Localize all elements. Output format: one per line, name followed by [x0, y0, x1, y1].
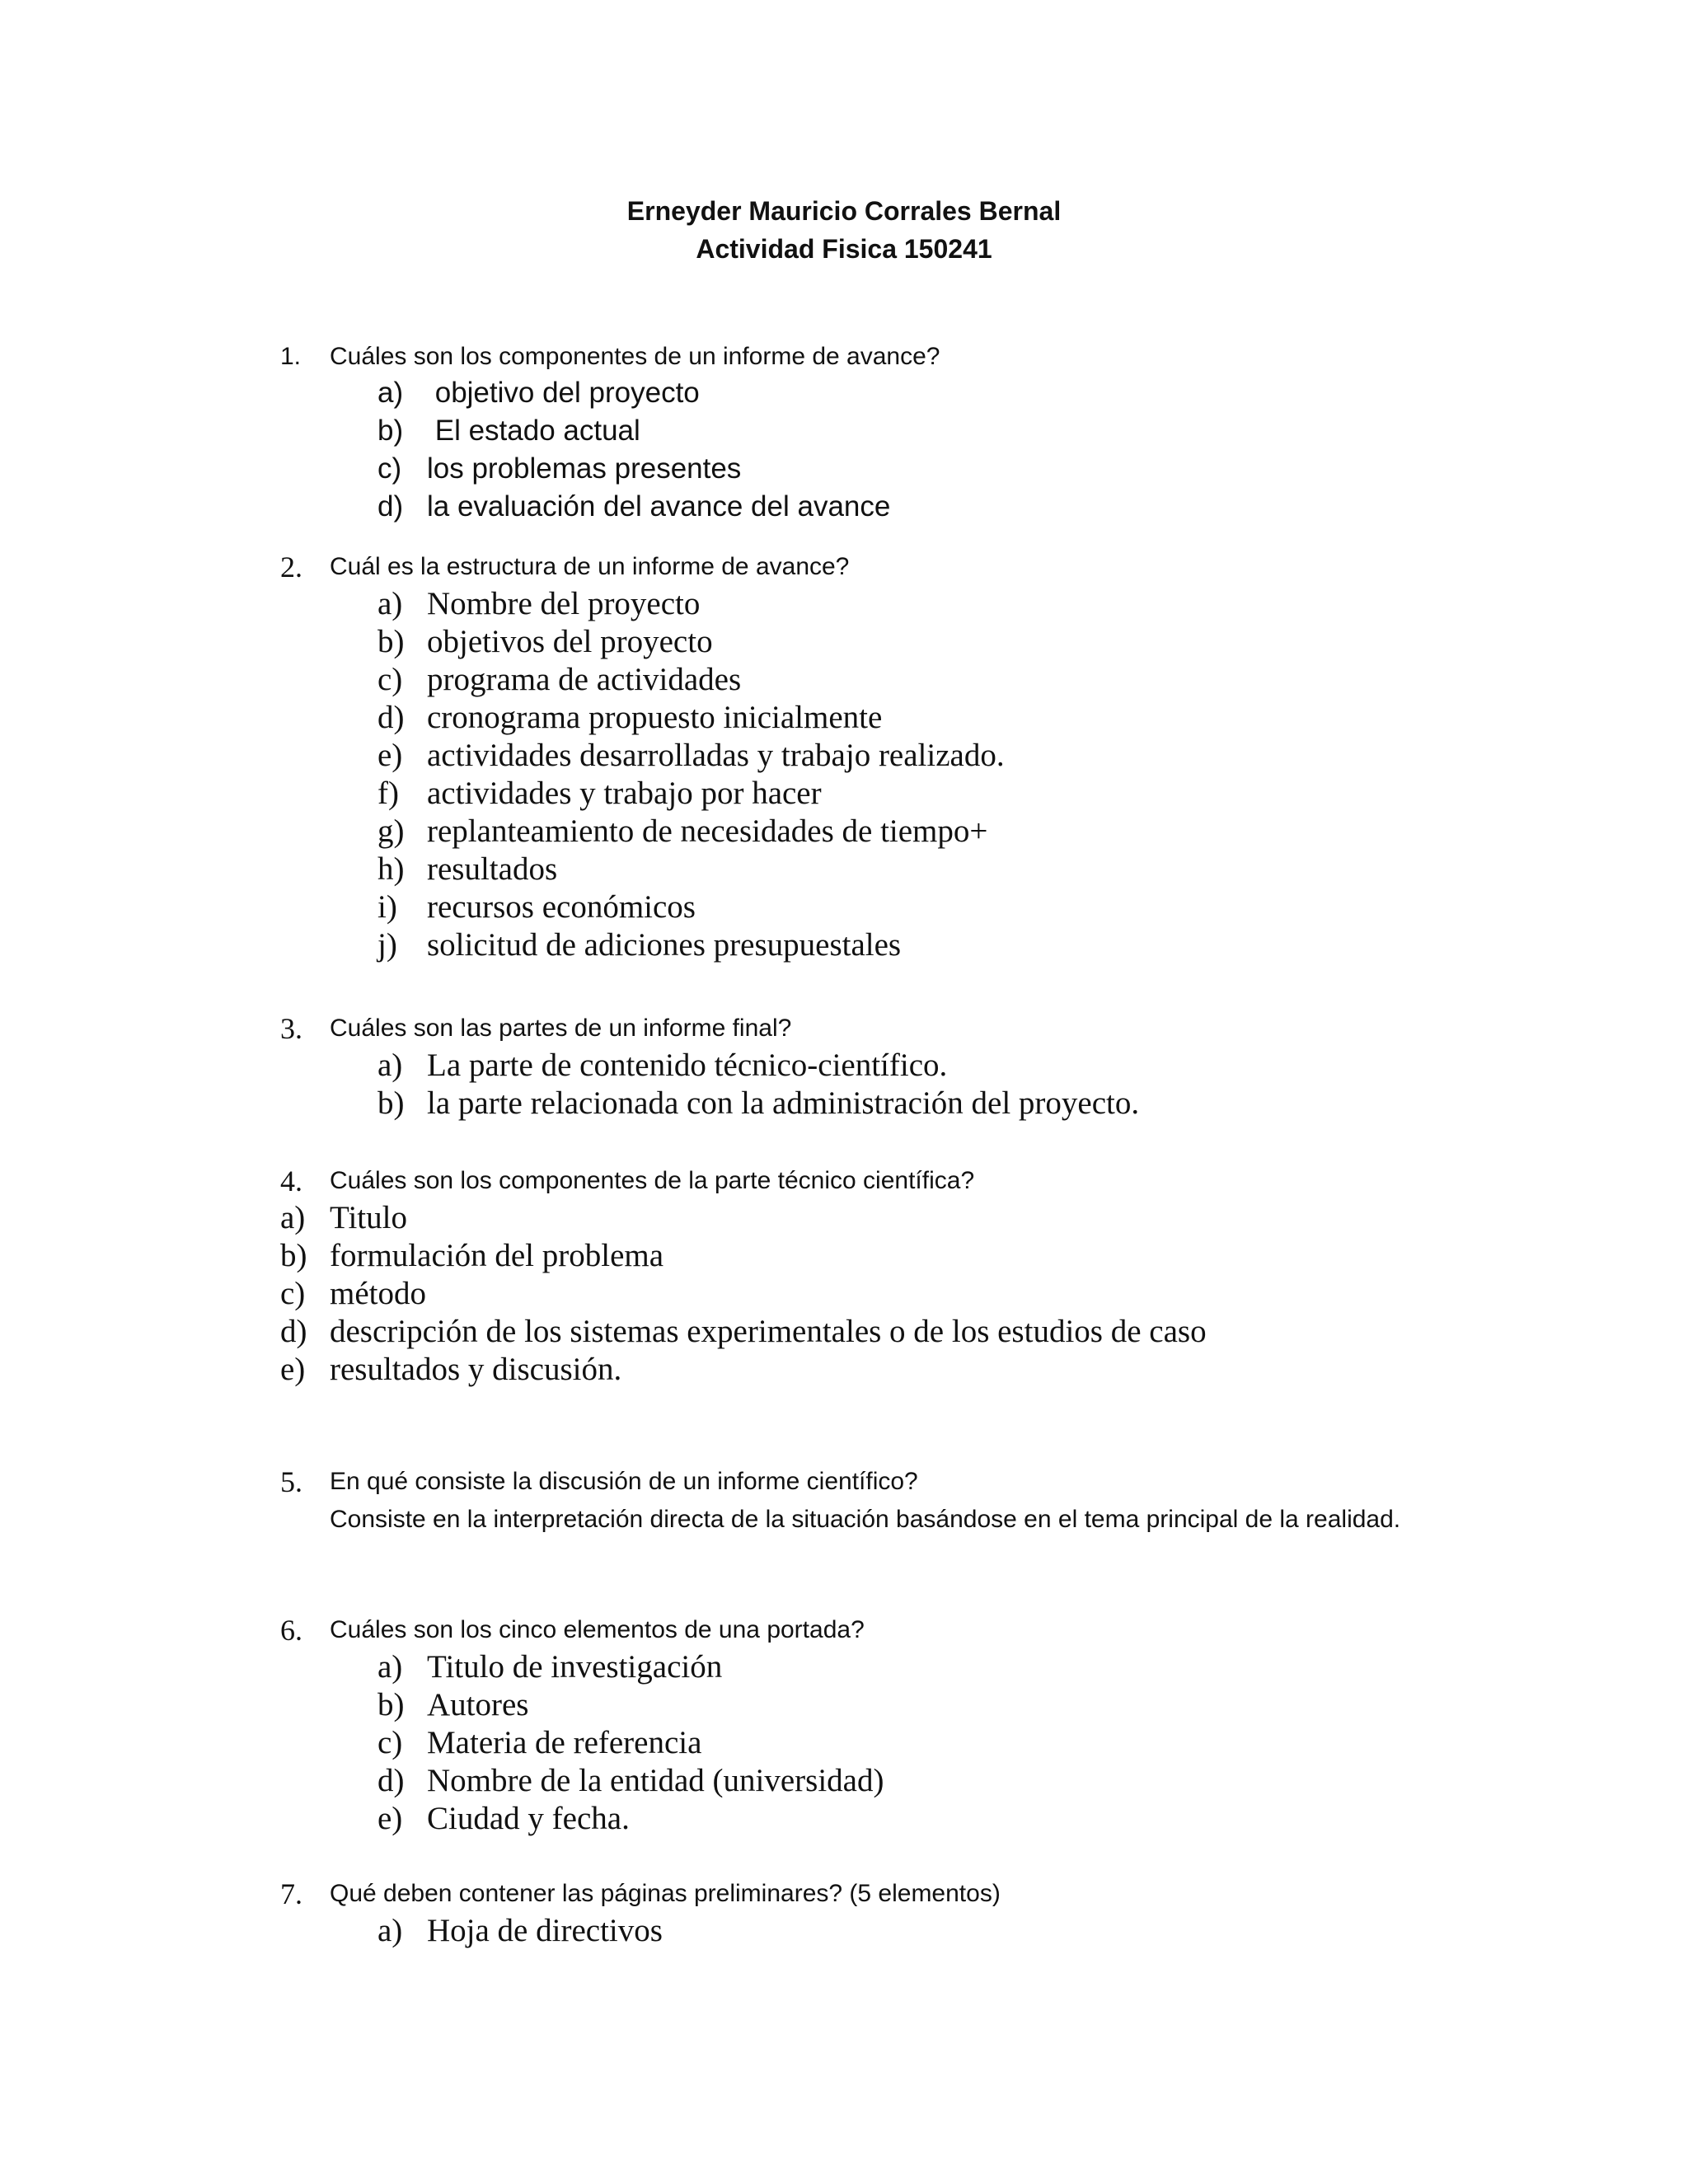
question-text: Cuáles son los componentes de la parte técnico científica? [330, 1167, 975, 1194]
option-text: Titulo de investigación [427, 1649, 723, 1685]
option-letter: g) [377, 813, 405, 849]
option-text: Nombre del proyecto [427, 586, 701, 621]
option-text: replanteamiento de necesidades de tiempo+ [427, 813, 988, 849]
option-text: Hoja de directivos [427, 1913, 663, 1948]
option-letter: d) [377, 700, 405, 735]
option-text: programa de actividades [427, 662, 742, 697]
option-text: resultados y discusión. [330, 1352, 622, 1387]
question-number: 3. [280, 1012, 302, 1045]
option-letter: d) [280, 1314, 307, 1349]
option-letter: a) [377, 1649, 403, 1685]
option-text: Nombre de la entidad (universidad) [427, 1763, 884, 1798]
option-text: El estado actual [427, 415, 640, 447]
option-letter: d) [377, 1763, 405, 1798]
option-letter: b) [377, 415, 404, 447]
option-letter: b) [377, 1687, 405, 1722]
option-text: Materia de referencia [427, 1725, 702, 1760]
question-text: Qué deben contener las páginas preliminares? (5 elementos) [330, 1880, 1001, 1907]
option-text: actividades desarrolladas y trabajo realizado. [427, 738, 1005, 773]
option-text: recursos económicos [427, 889, 696, 925]
option-text: actividades y trabajo por hacer [427, 776, 822, 811]
option-letter: c) [377, 1725, 403, 1760]
question-text: Cuáles son las partes de un informe final? [330, 1015, 792, 1042]
option-text: los problemas presentes [427, 452, 742, 485]
option-letter: b) [377, 1085, 405, 1121]
question-number: 1. [280, 343, 302, 370]
option-letter: e) [377, 1801, 403, 1836]
option-text: La parte de contenido técnico-científico. [427, 1047, 948, 1083]
document-subtitle: Actividad Fisica 150241 [696, 234, 992, 264]
option-text: resultados [427, 851, 558, 887]
option-letter: j) [377, 927, 397, 963]
option-letter: a) [377, 377, 404, 409]
option-letter: d) [377, 490, 404, 523]
option-text: formulación del problema [330, 1238, 664, 1273]
author-name: Erneyder Mauricio Corrales Bernal [626, 196, 1062, 226]
question-number: 6. [280, 1614, 302, 1647]
option-text: solicitud de adiciones presupuestales [427, 927, 902, 963]
option-text: Autores [427, 1687, 529, 1722]
option-text: objetivo del proyecto [427, 377, 700, 409]
option-text: la parte relacionada con la administración del proyecto. [427, 1085, 1140, 1121]
option-text: Ciudad y fecha. [427, 1801, 630, 1836]
question-number: 4. [280, 1165, 302, 1197]
option-letter: b) [377, 624, 405, 659]
option-text: cronograma propuesto inicialmente [427, 700, 883, 735]
option-letter: e) [280, 1352, 306, 1387]
option-letter: h) [377, 851, 405, 887]
option-text: descripción de los sistemas experimentales o de los estudios de caso [330, 1314, 1207, 1349]
option-letter: c) [377, 662, 403, 697]
option-letter: i) [377, 889, 397, 925]
option-letter: c) [377, 452, 402, 485]
question-text: Cuál es la estructura de un informe de avance? [330, 553, 850, 580]
option-letter: a) [280, 1200, 306, 1235]
option-letter: f) [377, 776, 399, 811]
question-number: 2. [280, 551, 302, 583]
option-letter: a) [377, 1047, 403, 1083]
option-text: Titulo [330, 1200, 407, 1235]
question-number: 5. [280, 1465, 302, 1498]
option-text: objetivos del proyecto [427, 624, 713, 659]
option-letter: e) [377, 738, 403, 773]
option-text: la evaluación del avance del avance [427, 490, 891, 523]
option-text: método [330, 1276, 426, 1311]
question-number: 7. [280, 1877, 302, 1910]
question-text: Cuáles son los cinco elementos de una portada? [330, 1616, 865, 1643]
question-text: Cuáles son los componentes de un informe de avance? [330, 343, 940, 370]
answer-text: Consiste en la interpretación directa de la situación basándose en el tema principal de la realidad. [330, 1506, 1401, 1533]
option-letter: c) [280, 1276, 306, 1311]
option-letter: a) [377, 586, 403, 621]
option-letter: a) [377, 1913, 403, 1948]
option-letter: b) [280, 1238, 307, 1273]
question-text: En qué consiste la discusión de un informe científico? [330, 1468, 918, 1495]
